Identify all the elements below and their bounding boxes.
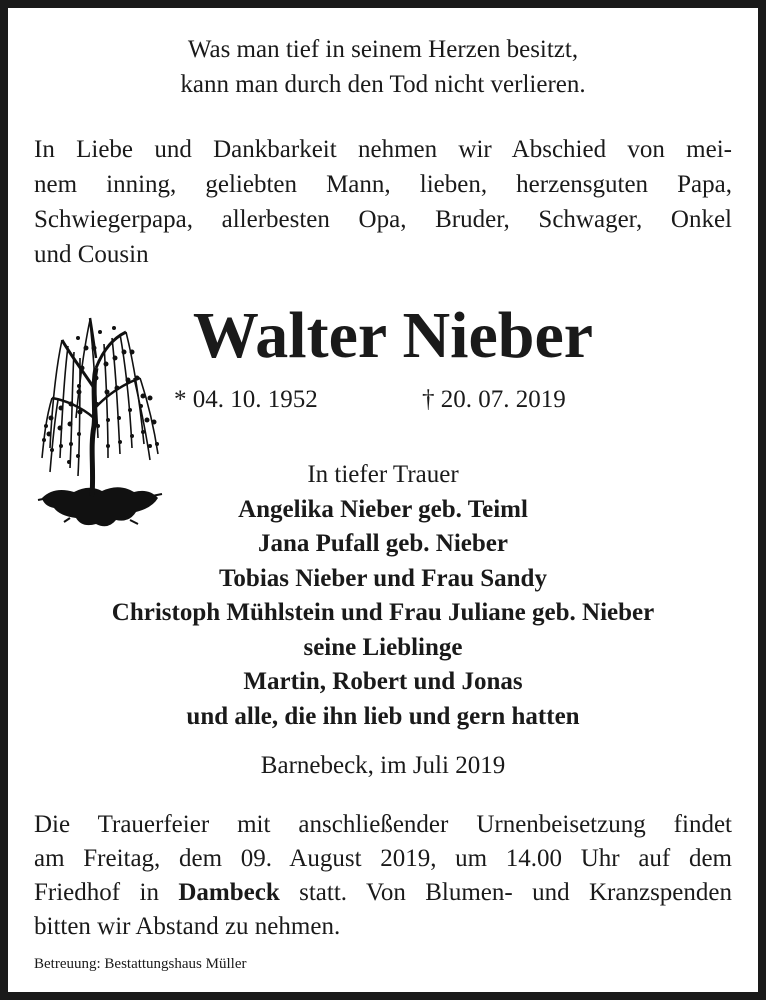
ceremony-line-4: bitten wir Abstand zu nehmen.: [34, 913, 341, 940]
funeral-home-credit: Betreuung: Bestattungshaus Müller: [34, 956, 247, 972]
ceremony-line-2: am Freitag, dem 09. August 2019, um 14.00 Uhr auf dem: [34, 845, 732, 872]
motto-line-2: kann man durch den Tod nicht verlieren.: [180, 71, 586, 98]
place-date: Barnebeck, im Juli 2019: [260, 752, 506, 779]
ceremony-info: [34, 808, 732, 944]
intro-line-4: und Cousin: [34, 241, 149, 268]
ceremony-line-3-post: statt. Von Blumen- und Kranzspenden: [279, 879, 732, 906]
ceremony-line-3-pre: Friedhof in: [34, 879, 179, 906]
cemetery-location: Dambeck: [178, 879, 280, 906]
deceased-name: Walter Nieber: [192, 299, 594, 372]
motto-line-1: Was man tief in seinem Herzen besitzt,: [187, 36, 579, 63]
intro-text: [34, 132, 732, 272]
mourner-name: Christoph Mühlstein und Frau Juliane geb. Nieber: [111, 599, 655, 626]
intro-line-1: In Liebe und Dankbarkeit nehmen wir Abschied von mei-: [34, 136, 732, 163]
mourner-name: und alle, die ihn lieb und gern hatten: [186, 702, 580, 730]
mourners-list: [8, 458, 758, 734]
death-date: † 20. 07. 2019: [422, 386, 566, 413]
mourner-name: Tobias Nieber und Frau Sandy: [219, 564, 547, 592]
mourner-name: seine Lieblinge: [303, 633, 463, 661]
mourner-name: Angelika Nieber geb. Teiml: [238, 495, 528, 523]
motto: [8, 32, 758, 102]
mourner-name: Martin, Robert und Jonas: [243, 668, 523, 695]
intro-line-3: Schwiegerpapa, allerbesten Opa, Bruder, Schwager, Onkel: [34, 206, 732, 233]
ceremony-line-3: [34, 876, 732, 910]
intro-line-2: nem inning, geliebten Mann, lieben, herzensguten Papa,: [34, 171, 732, 198]
mourner-name: Jana Pufall geb. Nieber: [258, 530, 508, 557]
mourners-lead: In tiefer Trauer: [307, 461, 459, 488]
birth-date: * 04. 10. 1952: [174, 386, 318, 413]
ceremony-line-1: Die Trauerfeier mit anschließender Urnenbeisetzung findet: [34, 811, 732, 838]
